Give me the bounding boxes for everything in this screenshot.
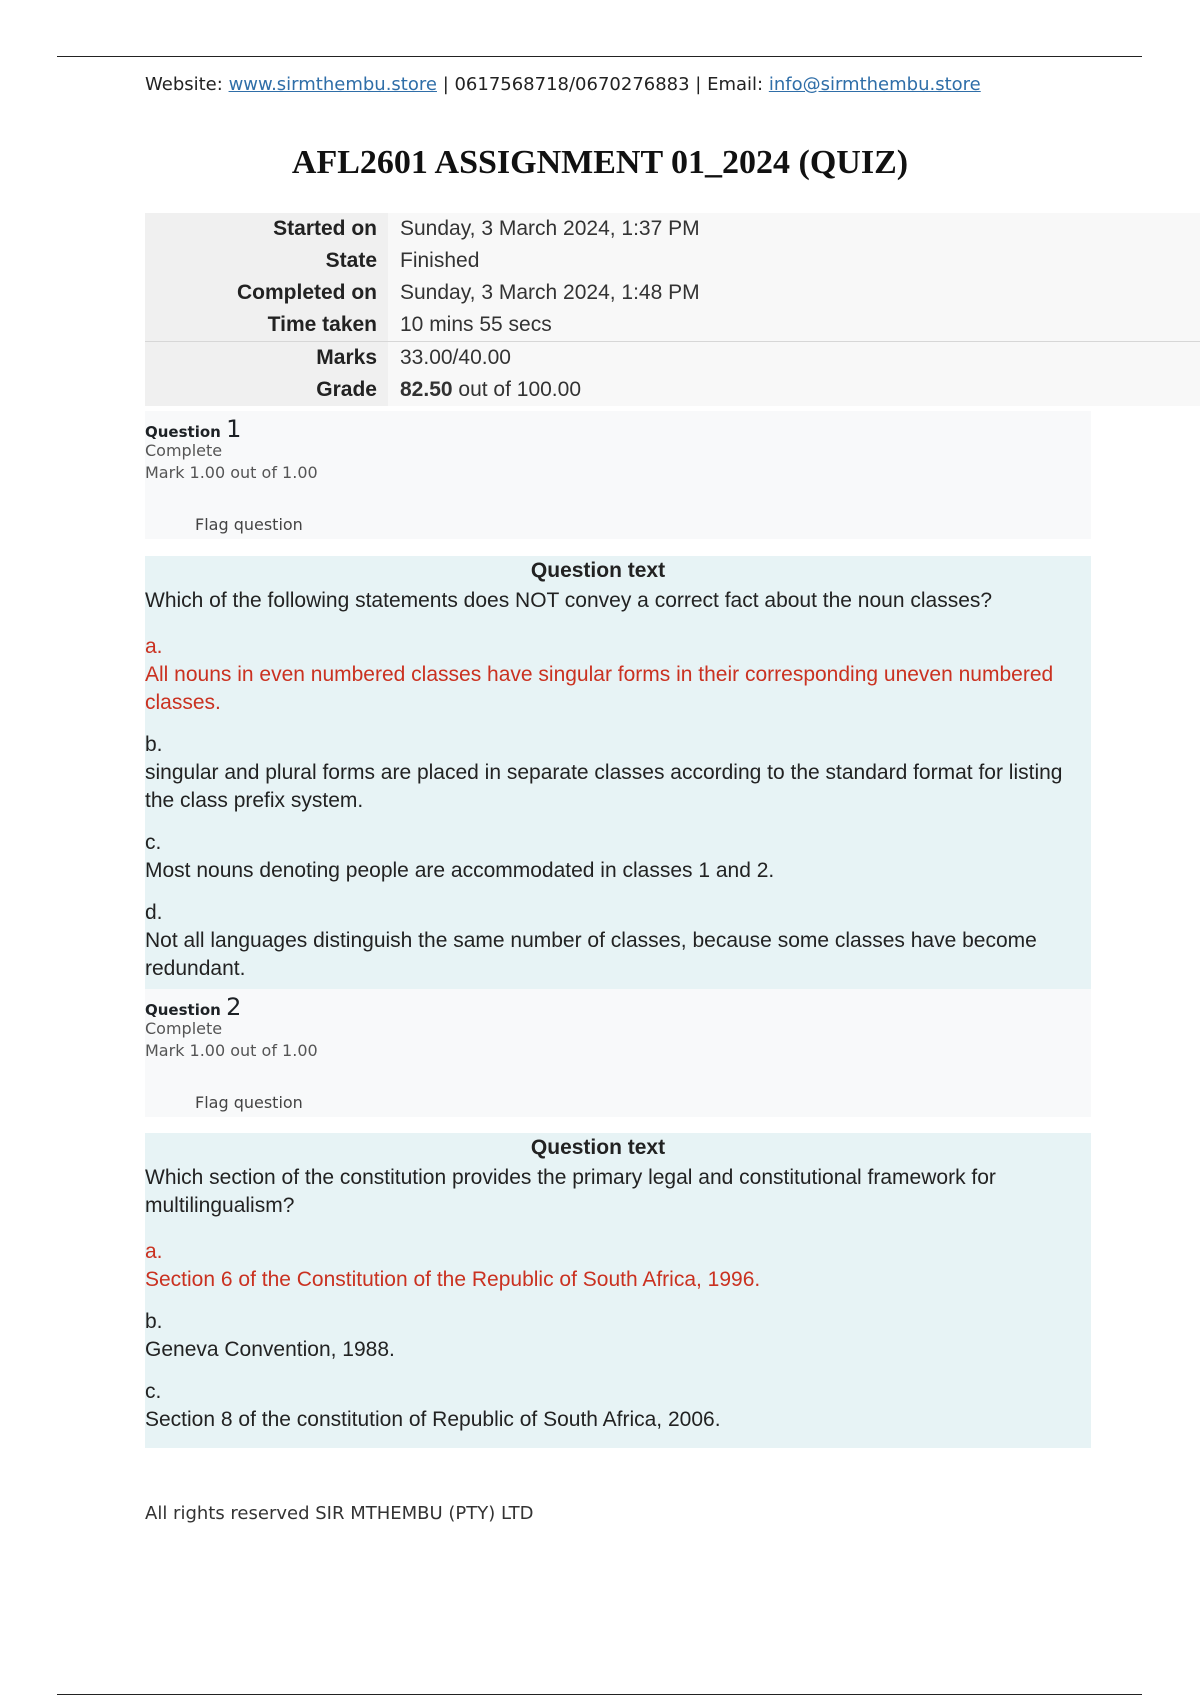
flag-question-link[interactable]: Flag question: [195, 515, 303, 534]
summary-row: [145, 277, 1200, 309]
question-grade: Mark 1.00 out of 1.00: [145, 1041, 318, 1060]
question-number-value: 1: [226, 415, 242, 443]
flag-question-link[interactable]: Flag question: [195, 1093, 303, 1112]
question-2-content: [145, 1133, 1091, 1448]
answer-letter: c.: [145, 831, 162, 854]
summary-value: 10 mins 55 secs: [388, 309, 1200, 342]
attempt-summary-table: [145, 213, 1200, 406]
answer-option-c[interactable]: [145, 829, 1091, 885]
summary-row: [145, 213, 1200, 245]
question-label: Question: [145, 1001, 221, 1019]
page-title: AFL2601 ASSIGNMENT 01_2024 (QUIZ): [291, 144, 909, 181]
answer-text: singular and plural forms are placed in separate classes according to the standard format for listing the class prefix system.: [145, 761, 1063, 812]
website-label: Website:: [145, 74, 223, 95]
answer-letter: a.: [145, 1240, 163, 1263]
answer-text: Geneva Convention, 1988.: [145, 1338, 395, 1361]
question-number: [145, 993, 241, 1021]
website-link[interactable]: www.sirmthembu.store: [228, 74, 437, 95]
question-text: Which of the following statements does NOT convey a correct fact about the noun classes?: [145, 589, 993, 612]
summary-value: Sunday, 3 March 2024, 1:37 PM: [388, 213, 1200, 245]
answer-letter: b.: [145, 733, 163, 756]
phone-numbers: | 0617568718/0670276883 | Email:: [442, 74, 764, 95]
question-1-content: [145, 556, 1091, 997]
summary-label: State: [145, 245, 388, 277]
top-rule: [57, 56, 1142, 57]
question-grade: Mark 1.00 out of 1.00: [145, 463, 318, 482]
summary-label: Time taken: [145, 309, 388, 342]
summary-value: [388, 374, 1200, 406]
question-number-value: 2: [226, 993, 242, 1021]
summary-label: Marks: [145, 342, 388, 375]
answer-text: Section 6 of the Constitution of the Republic of South Africa, 1996.: [145, 1268, 761, 1291]
question-text: Which section of the constitution provides the primary legal and constitutional framework for multilingualism?: [145, 1166, 996, 1217]
question-1-info: [145, 411, 1091, 539]
contact-line: [145, 74, 1145, 95]
summary-label: Grade: [145, 374, 388, 406]
answer-text: Not all languages distinguish the same number of classes, because some classes have become redundant.: [145, 929, 1037, 980]
question-label: Question: [145, 423, 221, 441]
summary-row: [145, 309, 1200, 342]
email-link[interactable]: info@sirmthembu.store: [768, 74, 981, 95]
answer-letter: b.: [145, 1310, 163, 1333]
answer-option-b[interactable]: [145, 1308, 1091, 1364]
answer-text: Most nouns denoting people are accommodated in classes 1 and 2.: [145, 859, 775, 882]
summary-row: [145, 342, 1200, 375]
bottom-rule: [57, 1694, 1142, 1695]
answer-text: Section 8 of the constitution of Republic of South Africa, 2006.: [145, 1408, 721, 1431]
answer-option-d[interactable]: [145, 899, 1091, 983]
answer-option-c[interactable]: [145, 1378, 1091, 1434]
summary-value: Finished: [388, 245, 1200, 277]
grade-score: 82.50: [400, 378, 453, 401]
question-state: Complete: [145, 441, 223, 460]
answer-letter: c.: [145, 1380, 162, 1403]
question-text-heading: Question text: [530, 1136, 666, 1159]
question-text-heading: Question text: [530, 559, 666, 582]
summary-value: 33.00/40.00: [388, 342, 1200, 375]
summary-row: [145, 245, 1200, 277]
question-number: [145, 415, 241, 443]
question-2-info: [145, 989, 1091, 1117]
question-state: Complete: [145, 1019, 223, 1038]
summary-label: Started on: [145, 213, 388, 245]
answer-option-a[interactable]: [145, 633, 1091, 717]
answer-letter: d.: [145, 901, 163, 924]
answer-option-b[interactable]: [145, 731, 1091, 815]
answer-text: All nouns in even numbered classes have singular forms in their corresponding uneven numbered classes.: [145, 663, 1054, 714]
grade-out-of: out of 100.00: [452, 378, 582, 401]
answer-option-a[interactable]: [145, 1238, 1091, 1294]
answer-letter: a.: [145, 635, 163, 658]
summary-value: Sunday, 3 March 2024, 1:48 PM: [388, 277, 1200, 309]
summary-label: Completed on: [145, 277, 388, 309]
footer-copyright: All rights reserved SIR MTHEMBU (PTY) LTD: [145, 1503, 534, 1524]
summary-row: [145, 374, 1200, 406]
